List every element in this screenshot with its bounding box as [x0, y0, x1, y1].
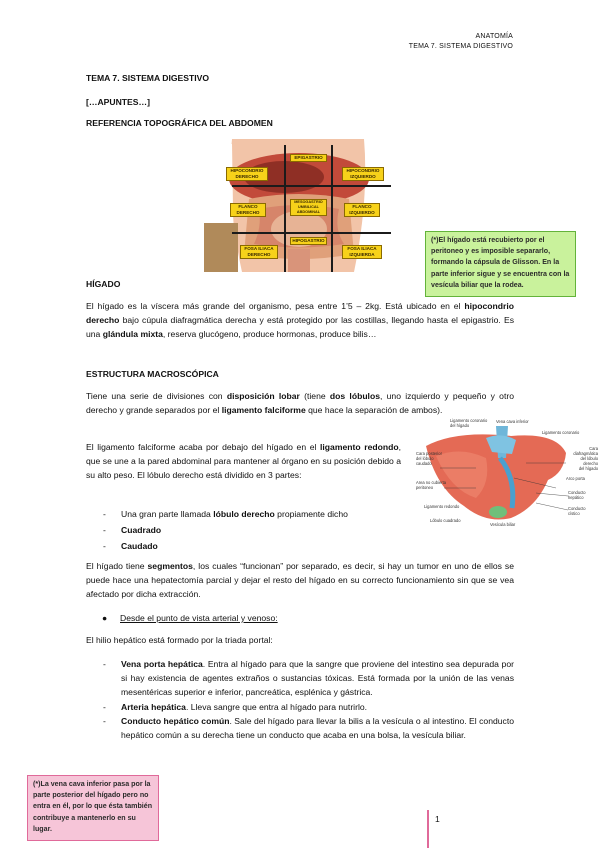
- bullet-arterial-venous: [102, 611, 502, 625]
- bold-term: Vena porta hepática: [121, 659, 203, 669]
- section-heading-topographic: REFERENCIA TOPOGRÁFICA DEL ABDOMEN: [86, 118, 273, 128]
- label-hipocondrio-izquierdo: [342, 167, 384, 181]
- label-line: DERECHO: [236, 210, 260, 215]
- bold-term: disposición lobar: [226, 391, 300, 401]
- label-hipogastrio: HIPOGASTRIO: [290, 237, 327, 245]
- label-line: Conducto: [568, 490, 586, 495]
- text-span: El hígado tiene: [86, 561, 148, 571]
- paragraph-liver-intro: [86, 299, 514, 342]
- label-quadrate-lobe: Lóbulo cuadrado: [430, 518, 461, 523]
- label-bare-area: [416, 480, 446, 490]
- label-round-ligament: Ligamento redondo: [424, 504, 460, 509]
- grid-line-h2: [232, 232, 391, 234]
- label-coronary-ligament-liver: [450, 418, 487, 428]
- bold-term: ligamento falciforme: [221, 405, 306, 416]
- bold-term: Cuadrado: [121, 525, 162, 536]
- header-topic: TEMA 7. SISTEMA DIGESTIVO: [408, 43, 513, 50]
- label-inferior-vena-cava: Vena cava inferior: [496, 419, 529, 424]
- text-span: Una gran parte llamada: [121, 509, 214, 519]
- bold-term: glándula mixta: [102, 329, 163, 340]
- bold-term: Conducto hepático común: [121, 715, 230, 726]
- label-line: FLANCO: [352, 204, 372, 209]
- label-line: cístico: [568, 511, 580, 516]
- label-line: IZQUIERDO: [350, 174, 376, 179]
- list-item: [103, 714, 514, 742]
- page-number-rule: [427, 810, 429, 848]
- label-line: del hígado: [450, 423, 470, 428]
- paragraph-round-ligament: [86, 440, 401, 483]
- paragraph-portal-triad: El hilio hepático está formado por la triada portal:: [86, 635, 273, 645]
- label-line: ABDOMINAL: [296, 210, 321, 214]
- page-number: 1: [435, 814, 440, 824]
- text-span: , que se une a la pared abdominal para mantener al órgano en su posición debido a su alto peso. El lóbulo derecho está dividido en 3 partes:: [86, 442, 402, 481]
- label-cystic-duct: [568, 506, 586, 516]
- text-span: . Entra al hígado para que la sangre que proviene del intestino sea depurada por si hay existencia de agentes extraños o sustancias tóxicas. Está formada por la unión de las venas mesentéricas superior e inferior, pancreática, esplénica y gástrica.: [121, 659, 514, 698]
- label-flanco-izquierdo: [344, 203, 380, 217]
- text-span: El hígado es la víscera más grande del organismo, pesa entre 1’5 – 2kg. Está ubicado en el: [86, 301, 465, 311]
- grid-line-v1: [284, 145, 286, 272]
- label-line: FOSA ILIACA: [244, 246, 274, 251]
- section-heading-liver: HÍGADO: [86, 279, 121, 289]
- bold-term: Caudado: [121, 541, 158, 552]
- list-dash: -: [103, 525, 106, 536]
- bold-term: segmentos: [147, 561, 193, 571]
- label-flanco-derecho: [230, 203, 266, 217]
- label-arco-porta: Arco porta: [566, 476, 585, 481]
- label-line: caudado: [416, 461, 432, 466]
- running-header: [409, 32, 513, 52]
- liver-figure: [416, 418, 596, 528]
- label-line: HIPOCONDRIO: [346, 168, 380, 173]
- label-fosa-iliaca-derecha: [240, 245, 278, 259]
- text-span: Tiene una serie de divisiones con: [86, 391, 227, 401]
- side-note-vena-cava: (*)La vena cava inferior pasa por la parte posterior del hígado pero no entra en él, por lo que ésta también contribuye a mantenerlo en su lugar.: [27, 775, 159, 841]
- bold-term: hipocondrio derecho: [86, 301, 514, 326]
- text-span: , reserva glucógeno, produce hormonas, produce bilis…: [162, 329, 377, 340]
- text-span: , los cuales “funcionan” por separado, es decir, si hay un tumor en uno de ellos se puede hace una hepatectomía parcial y dejar el resto del hígado en su correcto funcionamiento sin que se vea afectado por dicha extracción.: [86, 561, 514, 600]
- list-dash: -: [103, 715, 106, 726]
- label-line: hepático: [568, 495, 584, 500]
- abdomen-regions-figure: [204, 139, 391, 272]
- label-line: DERECHO: [247, 252, 271, 257]
- label-line: peritoneo: [416, 485, 434, 490]
- paragraph-lobes: [86, 389, 514, 417]
- bullet-text: Desde el punto de vista arterial y venoso:: [120, 613, 278, 623]
- label-caudate-posterior: [416, 451, 442, 466]
- label-coronary-ligament: Ligamento coronario: [542, 430, 580, 435]
- label-hepatic-duct: [568, 490, 586, 500]
- bullet-dot: ●: [102, 613, 108, 623]
- label-line: FLANCO: [238, 204, 258, 209]
- text-span: . Sale del hígado para llevar la bilis a la vesícula o al intestino. El conducto hepático común a su derecha tiene un conducto que acaba en una bolsa, la vesícula biliar.: [121, 715, 515, 741]
- document-title: TEMA 7. SISTEMA DIGESTIVO: [86, 73, 210, 83]
- label-line: del hígado: [578, 466, 598, 471]
- list-dash: -: [103, 701, 106, 712]
- text-span: propiamente dicho: [274, 509, 348, 519]
- text-span: (tiene: [299, 391, 330, 401]
- notes-marker: […APUNTES…]: [86, 97, 150, 107]
- text-span: bajo cúpula diafragmática derecha y está protegido por las costillas, llegando hasta el epigastrio. Es una: [86, 315, 514, 340]
- label-line: Cara diafragmática: [573, 446, 598, 456]
- label-diaphragmatic-face: [566, 446, 598, 471]
- text-span: , uno izquierdo y pequeño y otro derecho y grande separados por el: [86, 391, 514, 416]
- label-line: IZQUIERDO: [349, 210, 375, 215]
- label-line: DERECHO: [235, 174, 259, 179]
- grid-line-v2: [331, 145, 333, 272]
- bold-term: dos lóbulos: [329, 391, 380, 401]
- list-item: [103, 523, 403, 537]
- label-line: Cara posterior: [416, 451, 442, 456]
- label-epigastrio: EPIGASTRIO: [290, 154, 327, 162]
- grid-line-h1: [232, 185, 391, 187]
- bold-term: Arteria hepática: [121, 701, 186, 712]
- note-text-a: (*)El hígado está recubierto por el peritoneo y es imposible separarlo, formando la cápsula de: [431, 236, 551, 267]
- list-portal-triad: [103, 657, 514, 742]
- label-line: del lóbulo: [416, 456, 434, 461]
- label-line: IZQUIERDA: [349, 252, 375, 257]
- label-line: HIPOCONDRIO: [230, 168, 264, 173]
- bold-term: ligamento redondo: [320, 442, 399, 452]
- header-subject: ANATOMÍA: [475, 33, 513, 40]
- label-gallbladder: Vesícula biliar: [490, 522, 516, 527]
- bold-term: lóbulo derecho: [213, 509, 275, 519]
- section-heading-structure: ESTRUCTURA MACROSCÓPICA: [86, 369, 219, 379]
- text-span: El ligamento falciforme acaba por debajo del hígado en el: [86, 442, 321, 452]
- list-item: [103, 657, 514, 700]
- skeleton-thumbnail: [204, 223, 238, 272]
- note-text-glisson: Glisson: [512, 258, 539, 267]
- list-dash: -: [103, 509, 106, 519]
- side-note-glisson: [425, 231, 576, 297]
- label-line: UMBILICAL: [298, 205, 319, 209]
- label-line: del lóbulo derecho: [580, 456, 598, 466]
- list-dash: -: [103, 541, 106, 552]
- paragraph-segments: [86, 559, 514, 602]
- label-fosa-iliaca-izquierda: [342, 245, 382, 259]
- list-item: [103, 507, 403, 521]
- list-right-lobe-parts: [103, 507, 403, 554]
- list-dash: -: [103, 659, 106, 669]
- label-line: MESOGASTRIO: [294, 200, 323, 204]
- label-line: Ligamento coronario: [450, 418, 488, 423]
- list-item: [103, 700, 514, 714]
- label-line: Area no cubierta: [416, 480, 447, 485]
- label-mesogastrio: [290, 199, 327, 216]
- label-line: FOSA ILIACA: [347, 246, 377, 251]
- label-hipocondrio-derecho: [226, 167, 268, 181]
- text-span: que hace la separación de ambos).: [305, 405, 443, 416]
- list-item: [103, 539, 403, 553]
- label-line: Conducto: [568, 506, 586, 511]
- note-text-b: . En la parte inferior sigue y se encuentra con la vesícula biliar que la rodea.: [431, 258, 570, 289]
- text-span: . Lleva sangre que entra al hígado para nutrirlo.: [185, 701, 368, 712]
